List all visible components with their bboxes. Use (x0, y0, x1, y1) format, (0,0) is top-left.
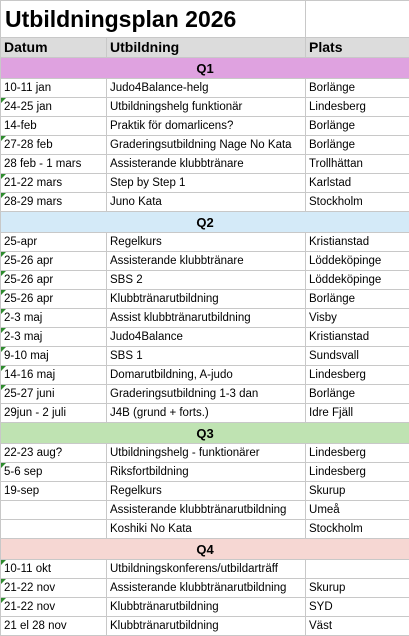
plats-cell[interactable]: Löddeköpinge (306, 252, 409, 271)
utbildning-cell[interactable]: Step by Step 1 (107, 174, 306, 193)
datum-cell[interactable]: 19-sep (1, 482, 107, 501)
plats-cell[interactable]: Trollhättan (306, 155, 409, 174)
utbildning-cell[interactable]: SBS 2 (107, 271, 306, 290)
plats-cell[interactable]: Sundsvall (306, 347, 409, 366)
table-row (1, 252, 409, 271)
header-row (1, 38, 409, 58)
utbildning-cell[interactable]: Klubbtränarutbildning (107, 290, 306, 309)
utbildning-cell[interactable]: Juno Kata (107, 193, 306, 212)
utbildning-cell[interactable]: Assisterande klubbtränarutbildning (107, 579, 306, 598)
sheet-title[interactable]: Utbildningsplan 2026 (1, 1, 306, 38)
quarter-label[interactable]: Q1 (1, 58, 409, 79)
quarter-row-q4 (1, 539, 409, 560)
table-row (1, 155, 409, 174)
datum-cell[interactable]: 25-apr (1, 233, 107, 252)
plats-cell[interactable]: Skurup (306, 579, 409, 598)
header-plats[interactable]: Plats (306, 38, 409, 58)
utbildning-cell[interactable]: Utbildningshelg funktionär (107, 98, 306, 117)
utbildning-cell[interactable]: Riksfortbildning (107, 463, 306, 482)
datum-cell[interactable]: 10-11 okt (1, 560, 107, 579)
table-row (1, 136, 409, 155)
utbildning-cell[interactable]: Graderingsutbildning 1-3 dan (107, 385, 306, 404)
utbildning-cell[interactable]: Regelkurs (107, 482, 306, 501)
plats-cell[interactable]: Umeå (306, 501, 409, 520)
utbildning-cell[interactable]: J4B (grund + forts.) (107, 404, 306, 423)
table-row (1, 117, 409, 136)
datum-cell[interactable]: 14-16 maj (1, 366, 107, 385)
datum-cell[interactable]: 24-25 jan (1, 98, 107, 117)
utbildning-cell[interactable]: Praktik för domarlicens? (107, 117, 306, 136)
datum-cell[interactable]: 25-26 apr (1, 290, 107, 309)
quarter-row-q1 (1, 58, 409, 79)
table-row (1, 385, 409, 404)
utbildning-cell[interactable]: Assisterande klubbtränare (107, 155, 306, 174)
plats-cell[interactable]: Lindesberg (306, 444, 409, 463)
utbildning-cell[interactable]: Judo4Balance (107, 328, 306, 347)
datum-cell[interactable]: 25-27 juni (1, 385, 107, 404)
datum-cell[interactable]: 25-26 apr (1, 271, 107, 290)
datum-cell[interactable]: 29jun - 2 juli (1, 404, 107, 423)
plats-cell[interactable]: Borlänge (306, 136, 409, 155)
table-row (1, 98, 409, 117)
table-row (1, 290, 409, 309)
table-row (1, 233, 409, 252)
datum-cell[interactable]: 2-3 maj (1, 309, 107, 328)
table-row (1, 598, 409, 617)
plats-cell[interactable]: Kristianstad (306, 233, 409, 252)
table-row (1, 79, 409, 98)
table-row (1, 271, 409, 290)
datum-cell[interactable]: 10-11 jan (1, 79, 107, 98)
utbildning-cell[interactable]: Domarutbildning, A-judo (107, 366, 306, 385)
utbildning-cell[interactable]: Judo4Balance-helg (107, 79, 306, 98)
quarter-label[interactable]: Q2 (1, 212, 409, 233)
table-row (1, 463, 409, 482)
plats-cell[interactable]: Borlänge (306, 79, 409, 98)
datum-cell[interactable]: 21 el 28 nov (1, 617, 107, 636)
utbildning-cell[interactable]: Assist klubbtränarutbildning (107, 309, 306, 328)
title-row (1, 1, 409, 38)
plats-cell[interactable]: Borlänge (306, 117, 409, 136)
plats-cell[interactable]: Kristianstad (306, 328, 409, 347)
datum-cell[interactable]: 9-10 maj (1, 347, 107, 366)
plats-cell[interactable]: Stockholm (306, 193, 409, 212)
datum-cell[interactable]: 5-6 sep (1, 463, 107, 482)
header-datum[interactable]: Datum (1, 38, 107, 58)
utbildning-cell[interactable]: Regelkurs (107, 233, 306, 252)
datum-cell[interactable] (1, 520, 107, 539)
utbildning-cell[interactable]: Klubbtränarutbildning (107, 598, 306, 617)
table-row (1, 482, 409, 501)
datum-cell[interactable] (1, 501, 107, 520)
datum-cell[interactable]: 28 feb - 1 mars (1, 155, 107, 174)
plats-cell[interactable]: Karlstad (306, 174, 409, 193)
quarter-row-q3 (1, 423, 409, 444)
datum-cell[interactable]: 21-22 mars (1, 174, 107, 193)
utbildning-cell[interactable]: SBS 1 (107, 347, 306, 366)
table-row (1, 560, 409, 579)
plats-cell[interactable]: Borlänge (306, 385, 409, 404)
table-row (1, 444, 409, 463)
plats-cell[interactable] (306, 560, 409, 579)
utbildning-cell[interactable]: Koshiki No Kata (107, 520, 306, 539)
table-row (1, 328, 409, 347)
plats-cell[interactable]: SYD (306, 598, 409, 617)
plats-cell[interactable]: Lindesberg (306, 98, 409, 117)
plats-cell[interactable]: Skurup (306, 482, 409, 501)
title-empty-cell[interactable] (306, 1, 409, 38)
datum-cell[interactable]: 21-22 nov (1, 579, 107, 598)
table-row (1, 579, 409, 598)
datum-cell[interactable]: 22-23 aug? (1, 444, 107, 463)
table-row (1, 520, 409, 539)
plats-cell[interactable]: Lindesberg (306, 366, 409, 385)
datum-cell[interactable]: 25-26 apr (1, 252, 107, 271)
table-row (1, 174, 409, 193)
datum-cell[interactable]: 2-3 maj (1, 328, 107, 347)
plats-cell[interactable]: Lindesberg (306, 463, 409, 482)
utbildning-cell[interactable]: Assisterande klubbtränarutbildning (107, 501, 306, 520)
datum-cell[interactable]: 21-22 nov (1, 598, 107, 617)
utbildning-cell[interactable]: Graderingsutbildning Nage No Kata (107, 136, 306, 155)
plats-cell[interactable]: Väst (306, 617, 409, 636)
table-row (1, 404, 409, 423)
table-row (1, 501, 409, 520)
utbildning-cell[interactable]: Klubbtränarutbildning (107, 617, 306, 636)
datum-cell[interactable]: 14-feb (1, 117, 107, 136)
table-row (1, 347, 409, 366)
datum-cell[interactable]: 28-29 mars (1, 193, 107, 212)
table-row (1, 193, 409, 212)
header-utbildning[interactable]: Utbildning (107, 38, 306, 58)
utbildning-cell[interactable]: Assisterande klubbtränare (107, 252, 306, 271)
table-row (1, 366, 409, 385)
table-row (1, 617, 409, 636)
quarter-row-q2 (1, 212, 409, 233)
datum-cell[interactable]: 27-28 feb (1, 136, 107, 155)
utbildning-cell[interactable]: Utbildningskonferens/utbildarträff (107, 560, 306, 579)
plats-cell[interactable]: Visby (306, 309, 409, 328)
plats-cell[interactable]: Stockholm (306, 520, 409, 539)
quarter-label[interactable]: Q4 (1, 539, 409, 560)
utbildning-cell[interactable]: Utbildningshelg - funktionärer (107, 444, 306, 463)
quarter-label[interactable]: Q3 (1, 423, 409, 444)
plats-cell[interactable]: Löddeköpinge (306, 271, 409, 290)
plats-cell[interactable]: Borlänge (306, 290, 409, 309)
table-row (1, 309, 409, 328)
plats-cell[interactable]: Idre Fjäll (306, 404, 409, 423)
